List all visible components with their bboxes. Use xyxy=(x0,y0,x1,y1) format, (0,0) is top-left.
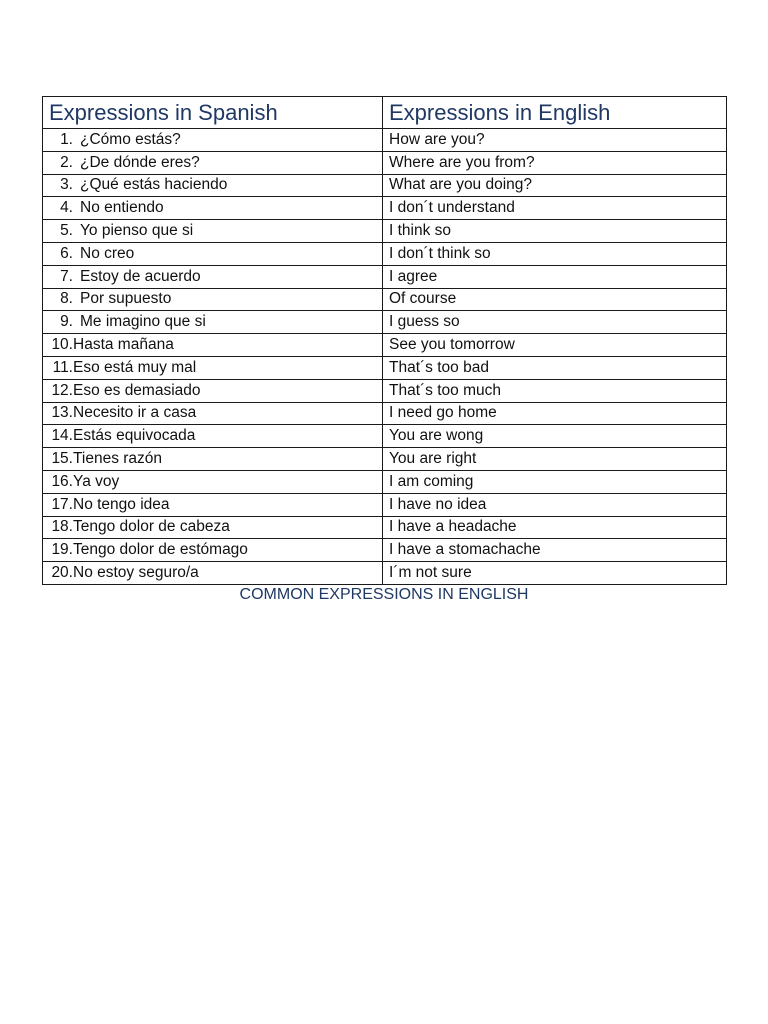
row-number: 16. xyxy=(51,472,73,490)
row-number: 17. xyxy=(51,495,73,513)
english-expression-cell: I am coming xyxy=(383,470,727,493)
english-expression-cell: I agree xyxy=(383,265,727,288)
english-expression-cell: I have a headache xyxy=(383,516,727,539)
row-number: 14. xyxy=(51,427,73,445)
spanish-expression-cell xyxy=(43,174,383,197)
spanish-expression-text: No creo xyxy=(80,244,135,262)
spanish-expression-cell xyxy=(43,288,383,311)
spanish-expression-cell xyxy=(43,129,383,152)
spanish-expression-cell xyxy=(43,197,383,220)
spanish-expression-cell xyxy=(43,379,383,402)
row-number: 20. xyxy=(51,564,73,582)
spanish-expression-cell xyxy=(43,448,383,471)
english-expression-cell: That´s too bad xyxy=(383,356,727,379)
spanish-expression-cell xyxy=(43,493,383,516)
row-number: 7. xyxy=(60,267,73,285)
header-english: Expressions in English xyxy=(383,97,727,129)
english-expression-cell: See you tomorrow xyxy=(383,334,727,357)
spanish-expression-text: Necesito ir a casa xyxy=(73,404,197,422)
english-expression-cell: How are you? xyxy=(383,129,727,152)
spanish-expression-cell xyxy=(43,265,383,288)
english-expression-cell: I´m not sure xyxy=(383,562,727,585)
spanish-expression-cell xyxy=(43,402,383,425)
spanish-expression-cell xyxy=(43,425,383,448)
english-expression-cell: I need go home xyxy=(383,402,727,425)
spanish-expression-cell xyxy=(43,151,383,174)
english-expression-cell: I have no idea xyxy=(383,493,727,516)
table-body xyxy=(43,129,727,585)
row-number: 5. xyxy=(60,222,73,240)
row-number: 6. xyxy=(60,244,73,262)
row-number: 2. xyxy=(60,153,73,171)
english-expression-cell: I don´t understand xyxy=(383,197,727,220)
english-expression-cell: You are right xyxy=(383,448,727,471)
spanish-expression-text: Estoy de acuerdo xyxy=(80,267,201,285)
table-row xyxy=(43,288,727,311)
row-number: 19. xyxy=(51,541,73,559)
table-row xyxy=(43,265,727,288)
spanish-expression-cell xyxy=(43,539,383,562)
english-expression-cell: I guess so xyxy=(383,311,727,334)
spanish-expression-text: No estoy seguro/a xyxy=(73,564,199,582)
table-row xyxy=(43,379,727,402)
spanish-expression-text: ¿De dónde eres? xyxy=(80,153,200,171)
table-row xyxy=(43,151,727,174)
row-number: 12. xyxy=(51,381,73,399)
table-row xyxy=(43,516,727,539)
english-expression-cell: I have a stomachache xyxy=(383,539,727,562)
english-expression-cell: I think so xyxy=(383,220,727,243)
row-number: 9. xyxy=(60,313,73,331)
spanish-expression-cell xyxy=(43,516,383,539)
row-number: 8. xyxy=(60,290,73,308)
english-expression-cell: You are wong xyxy=(383,425,727,448)
spanish-expression-text: Estás equivocada xyxy=(73,427,196,445)
spanish-expression-text: ¿Cómo estás? xyxy=(80,130,181,148)
row-number: 11. xyxy=(52,358,73,376)
row-number: 10. xyxy=(51,336,73,354)
english-expression-cell: What are you doing? xyxy=(383,174,727,197)
expressions-table xyxy=(42,96,727,585)
table-row xyxy=(43,311,727,334)
table-row xyxy=(43,220,727,243)
spanish-expression-cell xyxy=(43,334,383,357)
table-caption: COMMON EXPRESSIONS IN ENGLISH xyxy=(239,586,529,603)
spanish-expression-cell xyxy=(43,562,383,585)
english-expression-cell: Of course xyxy=(383,288,727,311)
spanish-expression-text: Tengo dolor de cabeza xyxy=(73,518,230,536)
table-row xyxy=(43,539,727,562)
spanish-expression-cell xyxy=(43,470,383,493)
table-header-row xyxy=(43,97,727,129)
row-number: 18. xyxy=(51,518,73,536)
spanish-expression-text: No tengo idea xyxy=(73,495,170,513)
spanish-expression-text: Eso es demasiado xyxy=(73,381,201,399)
table-row xyxy=(43,174,727,197)
english-expression-cell: I don´t think so xyxy=(383,242,727,265)
table-row xyxy=(43,356,727,379)
spanish-expression-text: Ya voy xyxy=(73,472,120,490)
spanish-expression-text: Por supuesto xyxy=(80,290,172,308)
spanish-expression-cell xyxy=(43,220,383,243)
spanish-expression-text: Tengo dolor de estómago xyxy=(73,541,248,559)
spanish-expression-cell xyxy=(43,356,383,379)
row-number: 13. xyxy=(51,404,73,422)
spanish-expression-text: Eso está muy mal xyxy=(73,358,197,376)
row-number: 15. xyxy=(51,450,73,468)
table-row xyxy=(43,493,727,516)
table-row xyxy=(43,242,727,265)
spanish-expression-cell xyxy=(43,311,383,334)
spanish-expression-text: Me imagino que si xyxy=(80,313,206,331)
spanish-expression-text: Hasta mañana xyxy=(73,336,174,354)
row-number: 1. xyxy=(60,130,73,148)
table-row xyxy=(43,448,727,471)
header-spanish: Expressions in Spanish xyxy=(43,97,383,129)
table-row xyxy=(43,425,727,448)
english-expression-cell: That´s too much xyxy=(383,379,727,402)
table-row xyxy=(43,129,727,152)
spanish-expression-text: ¿Qué estás haciendo xyxy=(80,176,228,194)
row-number: 4. xyxy=(60,199,73,217)
table-row xyxy=(43,562,727,585)
table-row xyxy=(43,470,727,493)
spanish-expression-text: No entiendo xyxy=(80,199,164,217)
english-expression-cell: Where are you from? xyxy=(383,151,727,174)
spanish-expression-text: Tienes razón xyxy=(73,450,163,468)
row-number: 3. xyxy=(60,176,73,194)
spanish-expression-text: Yo pienso que si xyxy=(80,222,194,240)
table-row xyxy=(43,402,727,425)
spanish-expression-cell xyxy=(43,242,383,265)
table-row xyxy=(43,334,727,357)
table-row xyxy=(43,197,727,220)
